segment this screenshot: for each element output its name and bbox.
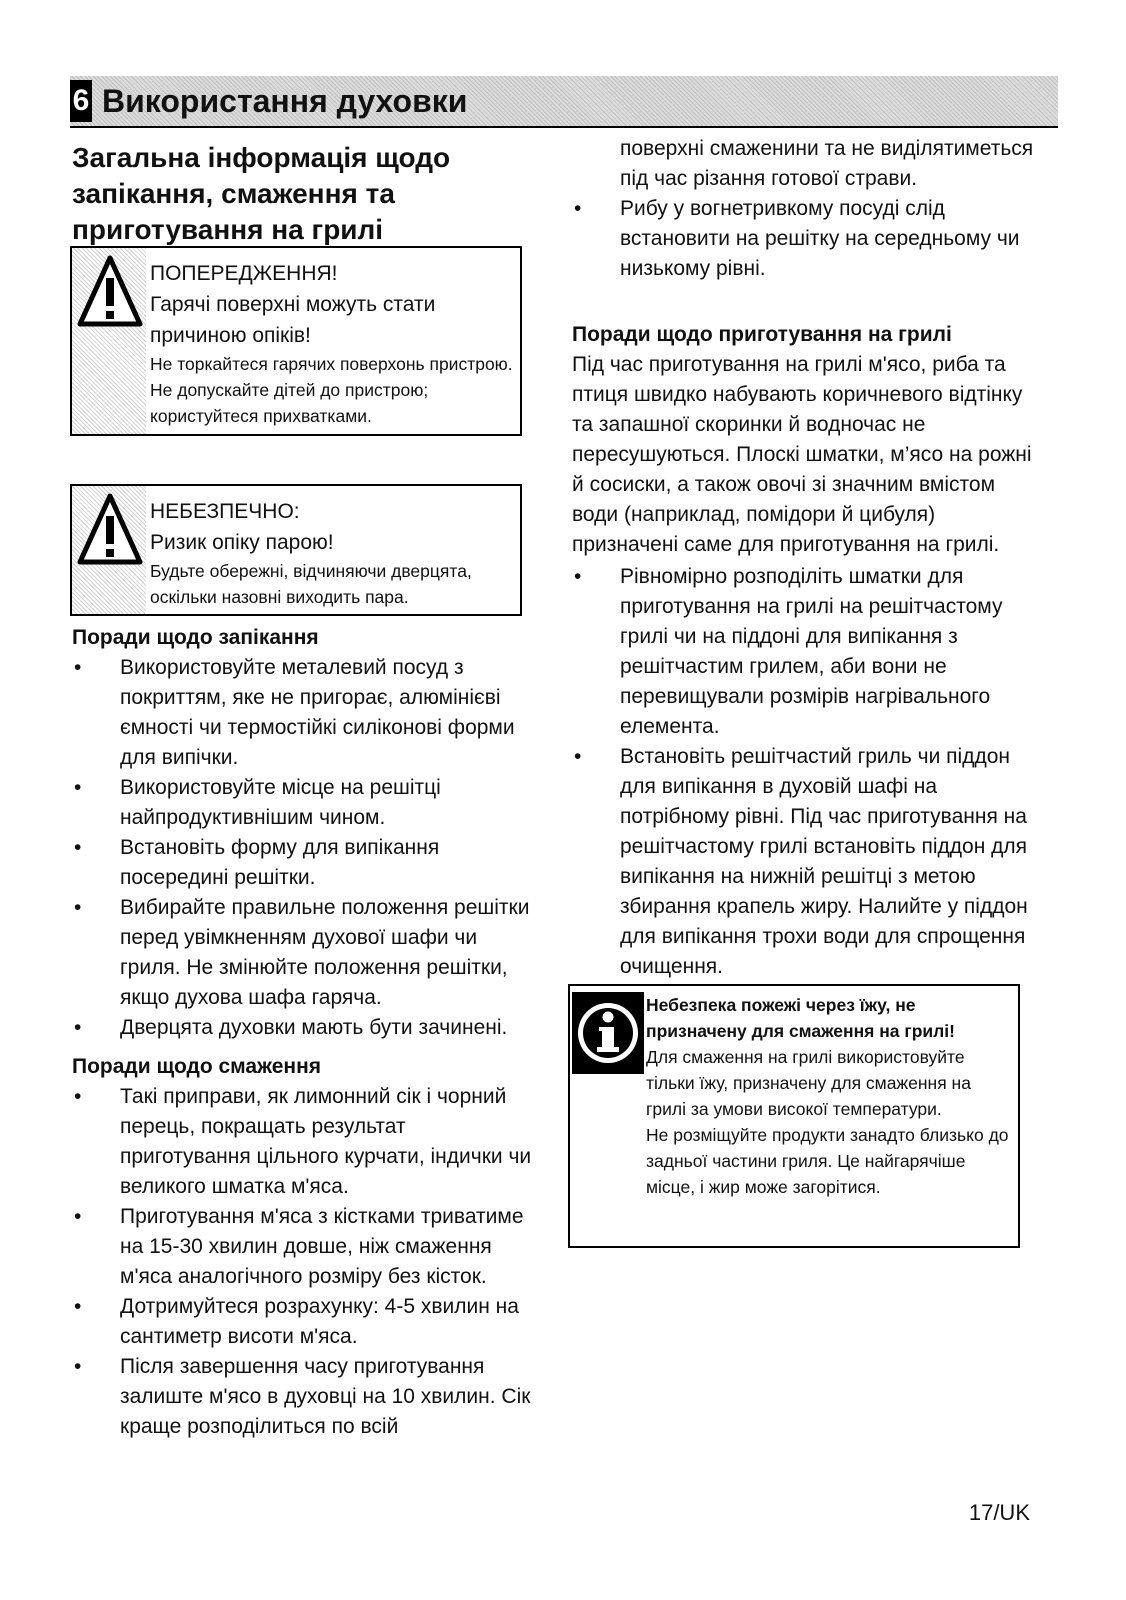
- list-item: • Дотримуйтеся розрахунку: 4-5 хвилин на сантиметр висоти м'яса.: [72, 1292, 542, 1352]
- list-item: • Встановіть решітчастий гриль чи піддон для випікання в духовій шафі на потрібному рівні. Під час приготування на решітчастому грилі встановіть піддон для випікання на нижній решітці з метою збирання крапель жиру. Налийте у піддон для випікання трохи води для спрощення очищення.: [572, 742, 1042, 982]
- list-item-continued: поверхні смаженини та не виділятиметься під час різання готової страви.: [620, 137, 1034, 190]
- roasting-list: [72, 1082, 542, 1442]
- list-item: • Використовуйте металевий посуд з покриттям, яке не пригорає, алюмінієві ємності чи термостійкі силіконові форми для випічки.: [72, 653, 542, 773]
- roasting-list-continued: [572, 134, 1042, 284]
- info-text-1: Для смаження на грилі використовуйте тільки їжу, призначену для смаження на грилі за умови високої температури.: [646, 1047, 971, 1119]
- baking-list: [72, 653, 542, 1043]
- list-item: • Вибирайте правильне положення решітки перед увімкненням духової шафи чи гриля. Не змінюйте положення решітки, якщо духова шафа гаряча.: [72, 893, 542, 1013]
- roasting-title: Поради щодо смаження: [72, 1055, 322, 1078]
- warning2-headline: Ризик опіку парою!: [150, 531, 334, 554]
- warning2-text: Будьте обережні, відчиняючи дверцята, оскільки назовні виходить пара.: [150, 561, 472, 607]
- warning-box-steam: [70, 484, 522, 616]
- list-item: • Використовуйте місце на решітці найпродуктивнішим чином.: [72, 773, 542, 833]
- warning2-label: НЕБЕЗПЕЧНО:: [150, 500, 300, 523]
- warning1-headline: Гарячі поверхні можуть стати причиною опіків!: [150, 293, 436, 347]
- list-item: • Рівномірно розподіліть шматки для приготування на грилі на решітчастому грилі чи на піддоні для випікання з решітчастим грилем, аби вони не перевищували розмірів нагрівального елемента.: [572, 562, 1042, 742]
- section-number: 6: [70, 80, 92, 122]
- grill-list: [572, 562, 1042, 982]
- list-item: • Приготування м'яса з кістками триватиме на 15-30 хвилин довше, ніж смаження м'яса аналогічного розміру без кісток.: [72, 1202, 542, 1292]
- info-box-fire-hazard: [568, 984, 1020, 1248]
- info-icon: [572, 992, 644, 1074]
- warning1-text: Не торкайтеся гарячих поверхонь пристрою. Не допускайте дітей до пристрою; користуйтеся прихватками.: [150, 354, 513, 426]
- grill-intro: Під час приготування на грилі м'ясо, риба та птиця швидко набувають коричневого відтінку та запашної скоринки й водночас не пересушуються. Плоскі шматки, м’ясо на рожні й сосиски, а також овочі зі значним вмістом води (наприклад, помідори й цибуля) призначені саме для приготування на грилі.: [572, 353, 1032, 556]
- info-text-2: Не розміщуйте продукти занадто близько до задньої частини гриля. Це найгарячіше місце, і жир може загорітися.: [646, 1125, 1009, 1197]
- list-item: • Після завершення часу приготування залиште м'ясо в духовці на 10 хвилин. Сік краще розподілиться по всій: [72, 1352, 542, 1442]
- warning-box-hot-surfaces: [70, 246, 522, 436]
- list-item: • Рибу у вогнетривкому посуді слід встановити на решітку на середньому чи низькому рівні.: [572, 194, 1042, 284]
- main-heading: Загальна інформація щодо запікання, смаження та приготування на грилі: [72, 142, 451, 245]
- warning-triangle-icon: [76, 492, 144, 566]
- warning-triangle-icon: [76, 254, 144, 328]
- warning1-label: ПОПЕРЕДЖЕННЯ!: [150, 262, 338, 285]
- section-header: [70, 76, 1058, 128]
- info-headline: Небезпека пожежі через їжу, не призначену для смаження на грилі!: [646, 995, 955, 1041]
- baking-title: Поради щодо запікання: [72, 626, 319, 649]
- grill-title: Поради щодо приготування на грилі: [572, 323, 952, 346]
- list-item: • Встановіть форму для випікання посередині решітки.: [72, 833, 542, 893]
- list-item: • Дверцята духовки мають бути зачинені.: [72, 1013, 542, 1043]
- page-number: 17/UK: [968, 1500, 1030, 1525]
- list-item: • Такі приправи, як лимонний сік і чорний перець, покращать результат приготування цільного курчати, індички чи великого шматка м'яса.: [72, 1082, 542, 1202]
- section-title: Використання духовки: [102, 83, 468, 119]
